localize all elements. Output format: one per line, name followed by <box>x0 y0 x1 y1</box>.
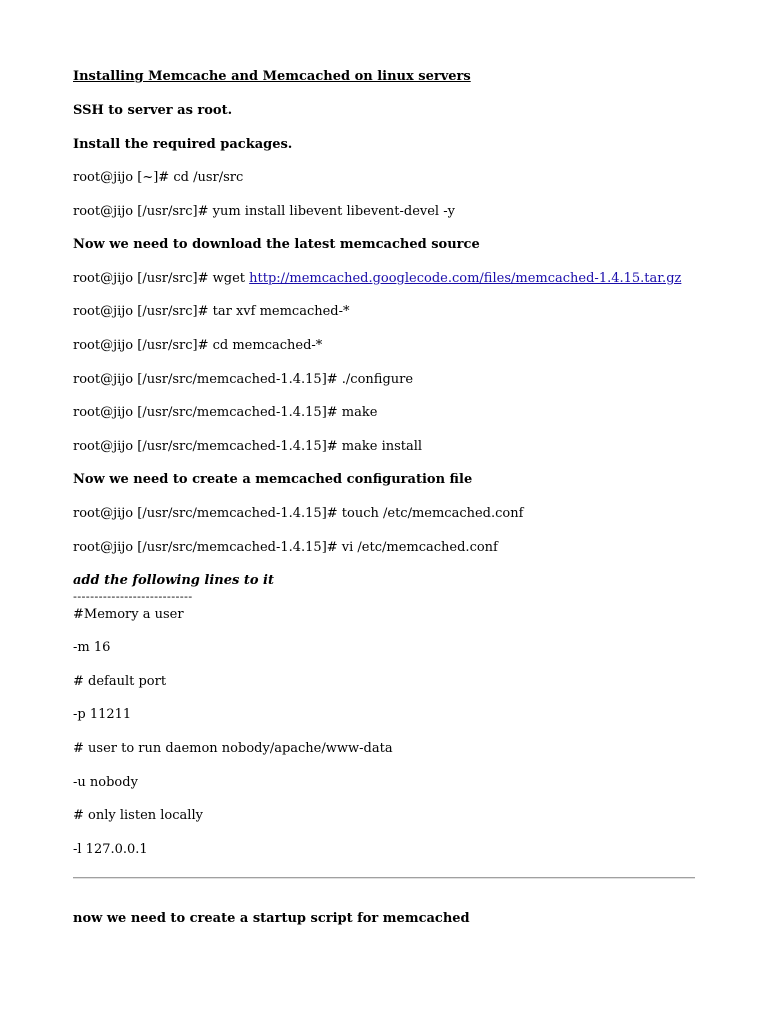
command-cd-memcached: root@jijo [/usr/src]# cd memcached-* <box>73 338 323 353</box>
command-touch: root@jijo [/usr/src/memcached-1.4.15]# touch /etc/memcached.conf <box>73 506 524 521</box>
command-cd-usr-src: root@jijo [~]# cd /usr/src <box>73 170 244 185</box>
command-configure: root@jijo [/usr/src/memcached-1.4.15]# ./configure <box>73 372 414 387</box>
config-listen: -l 127.0.0.1 <box>73 842 148 857</box>
config-memory-comment: #Memory a user <box>73 607 184 622</box>
document-title: Installing Memcache and Memcached on linux servers <box>73 69 471 84</box>
ssh-instruction: SSH to server as root. <box>73 103 233 118</box>
config-port-comment: # default port <box>73 674 167 689</box>
startup-script-heading: now we need to create a startup script for memcached <box>73 911 470 926</box>
install-heading: Install the required packages. <box>73 137 293 152</box>
command-make: root@jijo [/usr/src/memcached-1.4.15]# make <box>73 405 378 420</box>
horizontal-rule <box>73 877 695 879</box>
command-tar: root@jijo [/usr/src]# tar xvf memcached-* <box>73 304 350 319</box>
dash-separator: ---------------------------- <box>73 590 193 603</box>
memcached-download-link[interactable]: http://memcached.googlecode.com/files/memcached-1.4.15.tar.gz <box>249 271 682 286</box>
config-listen-comment: # only listen locally <box>73 808 203 823</box>
add-lines-instruction: add the following lines to it <box>73 573 274 588</box>
command-make-install: root@jijo [/usr/src/memcached-1.4.15]# make install <box>73 439 423 454</box>
config-user-comment: # user to run daemon nobody/apache/www-data <box>73 741 393 756</box>
command-wget-prefix: root@jijo [/usr/src]# wget <box>73 271 250 286</box>
config-memory: -m 16 <box>73 640 111 655</box>
command-yum-install: root@jijo [/usr/src]# yum install libevent libevent-devel -y <box>73 204 455 219</box>
download-heading: Now we need to download the latest memcached source <box>73 237 480 252</box>
config-user: -u nobody <box>73 775 138 790</box>
config-port: -p 11211 <box>73 707 132 722</box>
command-vi: root@jijo [/usr/src/memcached-1.4.15]# vi /etc/memcached.conf <box>73 540 498 555</box>
config-heading: Now we need to create a memcached configuration file <box>73 472 473 487</box>
command-wget <box>73 271 681 287</box>
